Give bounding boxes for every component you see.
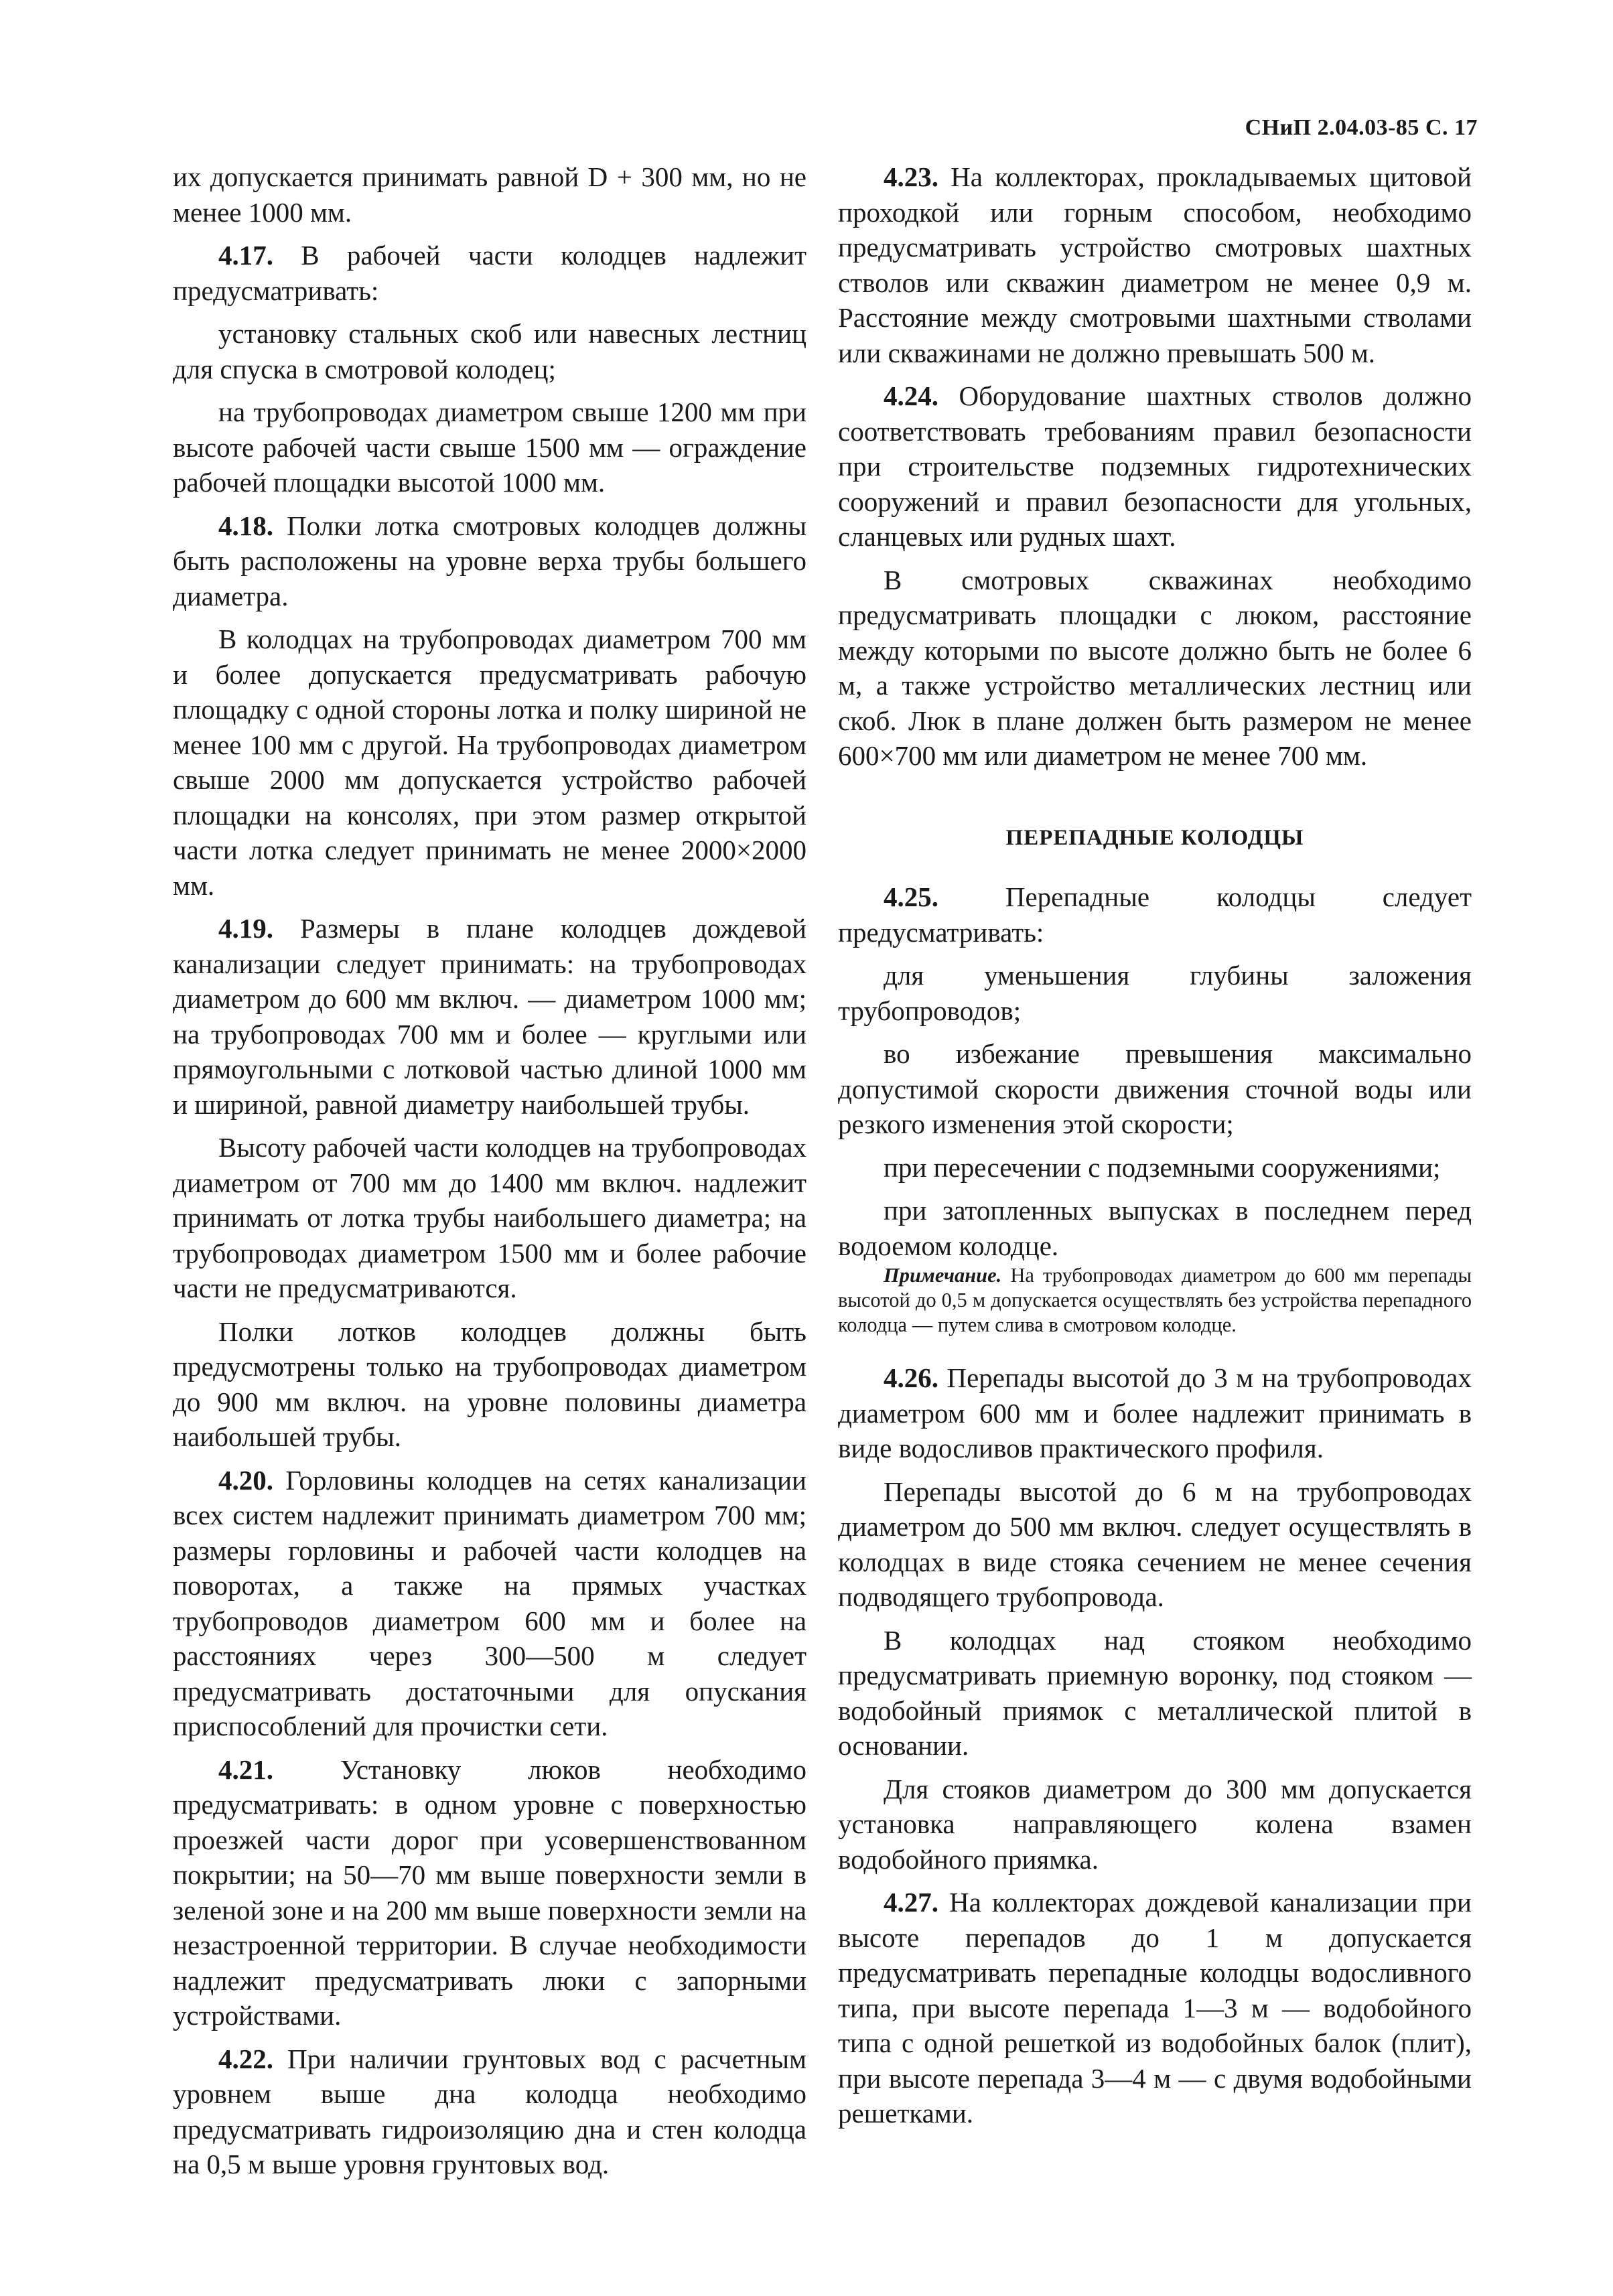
clause-text: При наличии грунтовых вод с расчетным уровнем выше дна колодца необходимо предусматривать гидроизоляцию дна и стен колодца на 0,5 м выше уровня грунтовых вод. (173, 2043, 806, 2179)
clause-text: Размеры в плане колодцев дождевой канализации следует принимать: на трубопроводах диаметром до 600 мм включ. — диаметром 1000 мм; на трубопроводах 700 мм и более — круглыми или прямоугольными с лотковой частью длиной 1000 мм и шириной, равной диаметру наибольшей трубы. (173, 913, 806, 1120)
list-item: установку стальных скоб или навесных лестниц для спуска в смотровой колодец; (173, 318, 806, 384)
clause-4-21 (173, 1752, 806, 2033)
paragraph: В смотровых скважинах необходимо предусматривать площадки с люком, расстояние между которыми по высоте должно быть не более 6 м, а также устройство металлических лестниц или скоб. Люк в плане должен быть размером не менее 600×700 мм или диаметром не менее 700 мм. (838, 564, 1472, 771)
note-label: Примечание. (884, 1264, 1002, 1287)
clause-number: 4.25. (884, 881, 938, 912)
clause-4-27 (838, 1885, 1472, 2131)
right-column (838, 159, 1472, 2131)
note-text: На трубопроводах диаметром до 600 мм перепады высотой до 0,5 м допускается осуществлять без устройства перепадного колодца — путем слива в смотровом колодце. (838, 1264, 1472, 1336)
clause-text: Перепады высотой до 3 м на трубопроводах диаметром 600 мм и более надлежит принимать в виде водосливов практического профиля. (838, 1362, 1472, 1463)
clause-text: Полки лотка смотровых колодцев должны быть расположены на уровне верха трубы большего диаметра. (173, 510, 806, 612)
clause-text: На коллекторах, прокладываемых щитовой проходкой или горным способом, необходимо предусматривать устройство смотровых шахтных стволов или скважин диаметром не менее 0,9 м. Расстояние между смотровыми шахтными стволами или скважинами не должно превышать 500 м. (838, 161, 1472, 368)
paragraph: Для стояков диаметром до 300 мм допускается установка направляющего колена взамен водобойного приямка. (838, 1773, 1472, 1875)
running-header: СНиП 2.04.03-85 С. 17 (1245, 115, 1478, 140)
clause-text: Перепадные колодцы следует предусматривать: (838, 881, 1472, 948)
paragraph: В колодцах над стояком необходимо предусматривать приемную воронку, под стояком — водобойный приямок с металлической плитой в основании. (838, 1624, 1472, 1761)
left-column (173, 159, 806, 2182)
list-item: при пересечении с подземными сооружениями; (884, 1151, 1441, 1183)
clause-4-18 (173, 508, 806, 614)
list-item: для уменьшения глубины заложения трубопроводов; (838, 960, 1472, 1026)
clause-number: 4.26. (884, 1362, 938, 1393)
clause-text: В рабочей части колодцев надлежит предусматривать: (173, 240, 806, 306)
clause-number: 4.24. (884, 380, 938, 411)
clause-number: 4.21. (218, 1753, 273, 1785)
clause-4-25 (838, 879, 1472, 950)
list-item: во избежание превышения максимально допустимой скорости движения сточной воды или резкого изменения этой скорости; (838, 1038, 1472, 1139)
clause-4-20 (173, 1463, 806, 1744)
paragraph-continuation: их допускается принимать равной D + 300 мм, но не менее 1000 мм. (173, 161, 806, 228)
clause-4-23 (838, 159, 1472, 370)
clause-4-17 (173, 238, 806, 308)
paragraph: Высоту рабочей части колодцев на трубопроводах диаметром от 700 мм до 1400 мм включ. надлежит принимать от лотка трубы наибольшего диаметра; на трубопроводах диаметром 1500 мм и более рабочие части не предусматриваются. (173, 1132, 806, 1303)
clause-4-26 (838, 1360, 1472, 1466)
clause-text: Оборудование шахтных стволов должно соответствовать требованиям правил безопасности при строительстве подземных гидротехнических сооружений и правил безопасности для угольных, сланцевых или рудных шахт. (838, 380, 1472, 552)
clause-number: 4.17. (218, 240, 273, 271)
clause-4-19 (173, 911, 806, 1122)
clause-text: На коллекторах дождевой канализации при высоте перепадов до 1 м допускается предусматривать перепадные колодцы водосливного типа, при высоте перепада 1—3 м — водобойного типа с одной решеткой из водобойных балок (плит), при высоте перепада 3—4 м — с двумя водобойными решетками. (838, 1887, 1472, 2129)
clause-number: 4.19. (218, 913, 273, 944)
list-item: при затопленных выпусках в последнем перед водоемом колодце. (838, 1195, 1472, 1261)
paragraph: Полки лотков колодцев должны быть предусмотрены только на трубопроводах диаметром до 900 мм включ. на уровне половины диаметра наибольшей трубы. (173, 1315, 806, 1452)
clause-text: Установку люков необходимо предусматривать: в одном уровне с поверхностью проезжей части дорог при усовершенствованном покрытии; на 50—70 мм выше поверхности земли в зеленой зоне и на 200 мм выше поверхности земли на незастроенной территории. В случае необходимости надлежит предусматривать люки с запорными устройствами. (173, 1753, 806, 2031)
clause-4-24 (838, 378, 1472, 555)
clause-number: 4.20. (218, 1464, 273, 1496)
clause-number: 4.22. (218, 2043, 273, 2074)
paragraph: Перепады высотой до 6 м на трубопроводах диаметром до 500 мм включ. следует осуществлять в колодцах в виде стояка сечением не менее сечения подводящего трубопровода. (838, 1476, 1472, 1612)
clause-number: 4.23. (884, 161, 938, 192)
clause-text: Горловины колодцев на сетях канализации всех систем надлежит принимать диаметром 700 мм; размеры горловины и рабочей части колодцев на поворотах, а также на прямых участках трубопроводов диаметром 600 мм и более на расстояниях через 300—500 м следует предусматривать достаточными для опускания приспособлений для прочистки сети. (173, 1464, 806, 1741)
paragraph: В колодцах на трубопроводах диаметром 700 мм и более допускается предусматривать рабочую площадку с одной стороны лотка и полку шириной не менее 100 мм с другой. На трубопроводах диаметром свыше 2000 мм допускается устройство рабочей площадки на консолях, при этом размер открытой части лотка следует принимать не менее 2000×2000 мм. (173, 624, 806, 901)
list-item: на трубопроводах диаметром свыше 1200 мм при высоте рабочей части свыше 1500 мм — ограждение рабочей площадки высотой 1000 мм. (173, 397, 806, 498)
clause-4-22 (173, 2041, 806, 2182)
clause-number: 4.18. (218, 510, 273, 541)
section-title: ПЕРЕПАДНЫЕ КОЛОДЦЫ (1005, 825, 1304, 850)
note (838, 1263, 1472, 1338)
clause-number: 4.27. (884, 1887, 938, 1918)
